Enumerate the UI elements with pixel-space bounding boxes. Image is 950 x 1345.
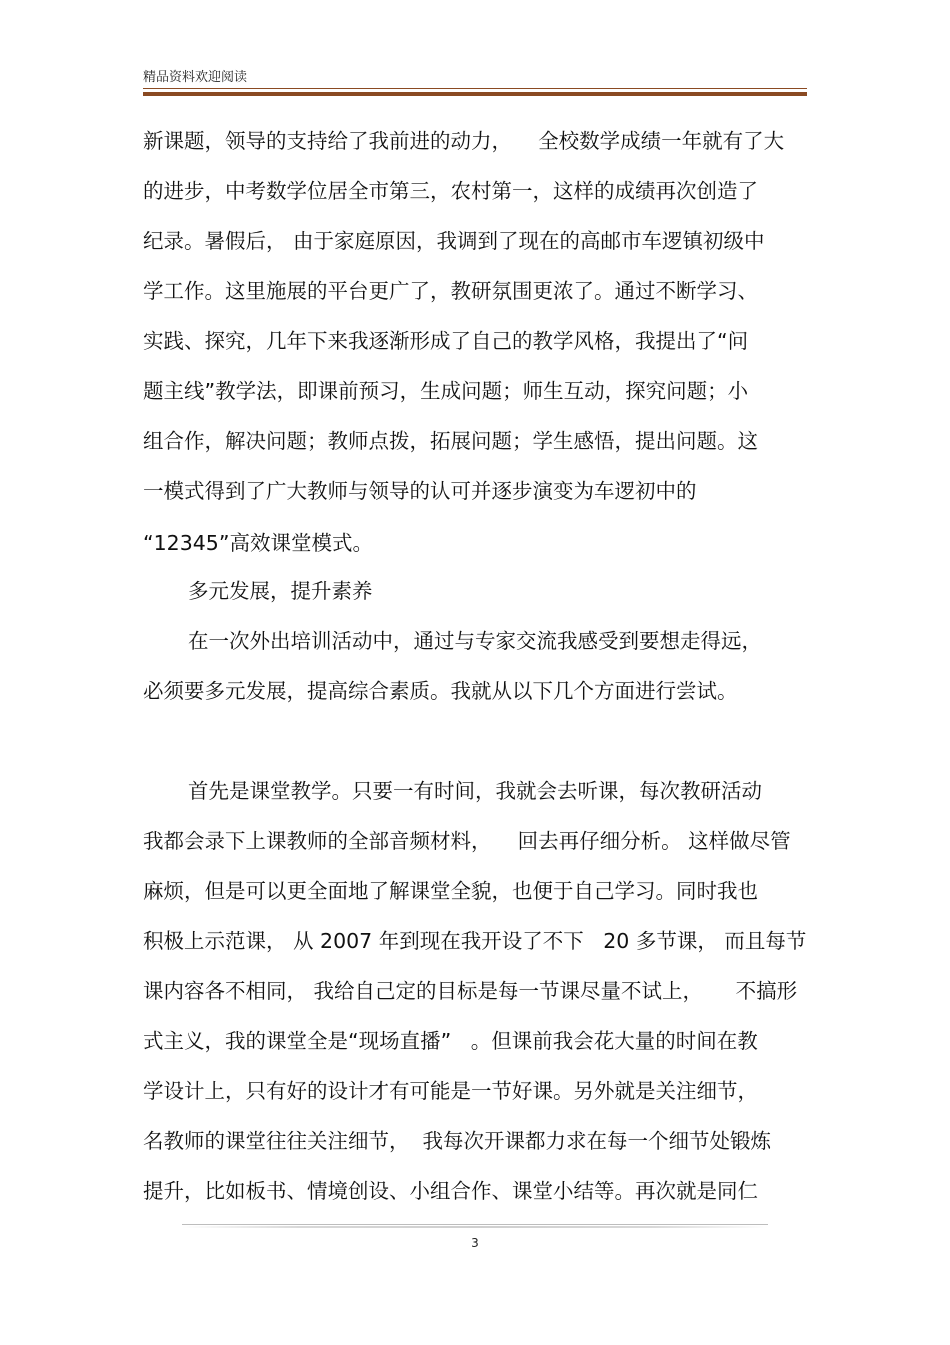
body-text-line: 提升，比如板书、情境创设、小组合作、课堂小结等。再次就是同仁 bbox=[143, 1179, 758, 1203]
body-text-line: 课内容各不相同， 我给自己定的目标是每一节课尽量不试上， 不搞形 bbox=[143, 979, 798, 1003]
body-text-line: 麻烦，但是可以更全面地了解课堂全貌，也便于自己学习。同时我也 bbox=[143, 879, 758, 903]
body-text-line: 组合作，解决问题；教师点拨，拓展问题；学生感悟，提出问题。这 bbox=[143, 429, 758, 453]
body-text-line: 题主线”教学法，即课前预习，生成问题；师生互动，探究问题；小 bbox=[143, 379, 749, 403]
body-text-line: 实践、探究，几年下来我逐渐形成了自己的教学风格，我提出了“问 bbox=[143, 329, 749, 353]
body-text-line: 积极上示范课， 从 2007 年到现在我开设了不下 20 多节课， 而且每节 bbox=[143, 929, 807, 953]
header-rule-thin bbox=[143, 88, 807, 89]
body-text-line: 首先是课堂教学。只要一有时间，我就会去听课，每次教研活动 bbox=[188, 779, 762, 803]
body-text-line: 式主义，我的课堂全是“现场直播” 。但课前我会花大量的时间在教 bbox=[143, 1029, 758, 1053]
body-text-line: 在一次外出培训活动中，通过与专家交流我感受到要想走得远， bbox=[188, 629, 762, 653]
page-number: 3 bbox=[471, 1236, 479, 1250]
body-text-line: 学工作。这里施展的平台更广了，教研氛围更浓了。通过不断学习、 bbox=[143, 279, 758, 303]
footer-rule-line bbox=[182, 1224, 768, 1225]
header-rule-thick bbox=[143, 92, 807, 96]
body-text-line: 名教师的课堂往往关注细节， 我每次开课都力求在每一个细节处锻炼 bbox=[143, 1129, 772, 1153]
footer-rule bbox=[182, 1224, 768, 1228]
body-text-line: 必须要多元发展，提高综合素质。我就从以下几个方面进行尝试。 bbox=[143, 679, 738, 703]
body-text-line: 一模式得到了广大教师与领导的认可并逐步演变为车逻初中的 bbox=[143, 479, 697, 503]
body-text-line: 的进步，中考数学位居全市第三，农村第一，这样的成绩再次创造了 bbox=[143, 179, 758, 203]
body-text-line: 新课题，领导的支持给了我前进的动力， 全校数学成绩一年就有了大 bbox=[143, 129, 785, 153]
footer-rule-shadow bbox=[182, 1226, 768, 1228]
running-header: 精品资料欢迎阅读 bbox=[143, 70, 248, 85]
body-text-line: 我都会录下上课教师的全部音频材料， 回去再仔细分析。 这样做尽管 bbox=[143, 829, 791, 853]
body-text-line: “12345”高效课堂模式。 bbox=[143, 531, 373, 555]
body-text-line: 学设计上，只有好的设计才有可能是一节好课。另外就是关注细节， bbox=[143, 1079, 758, 1103]
section-heading: 多元发展，提升素养 bbox=[188, 579, 373, 603]
body-text-line: 纪录。暑假后， 由于家庭原因，我调到了现在的高邮市车逻镇初级中 bbox=[143, 229, 765, 253]
